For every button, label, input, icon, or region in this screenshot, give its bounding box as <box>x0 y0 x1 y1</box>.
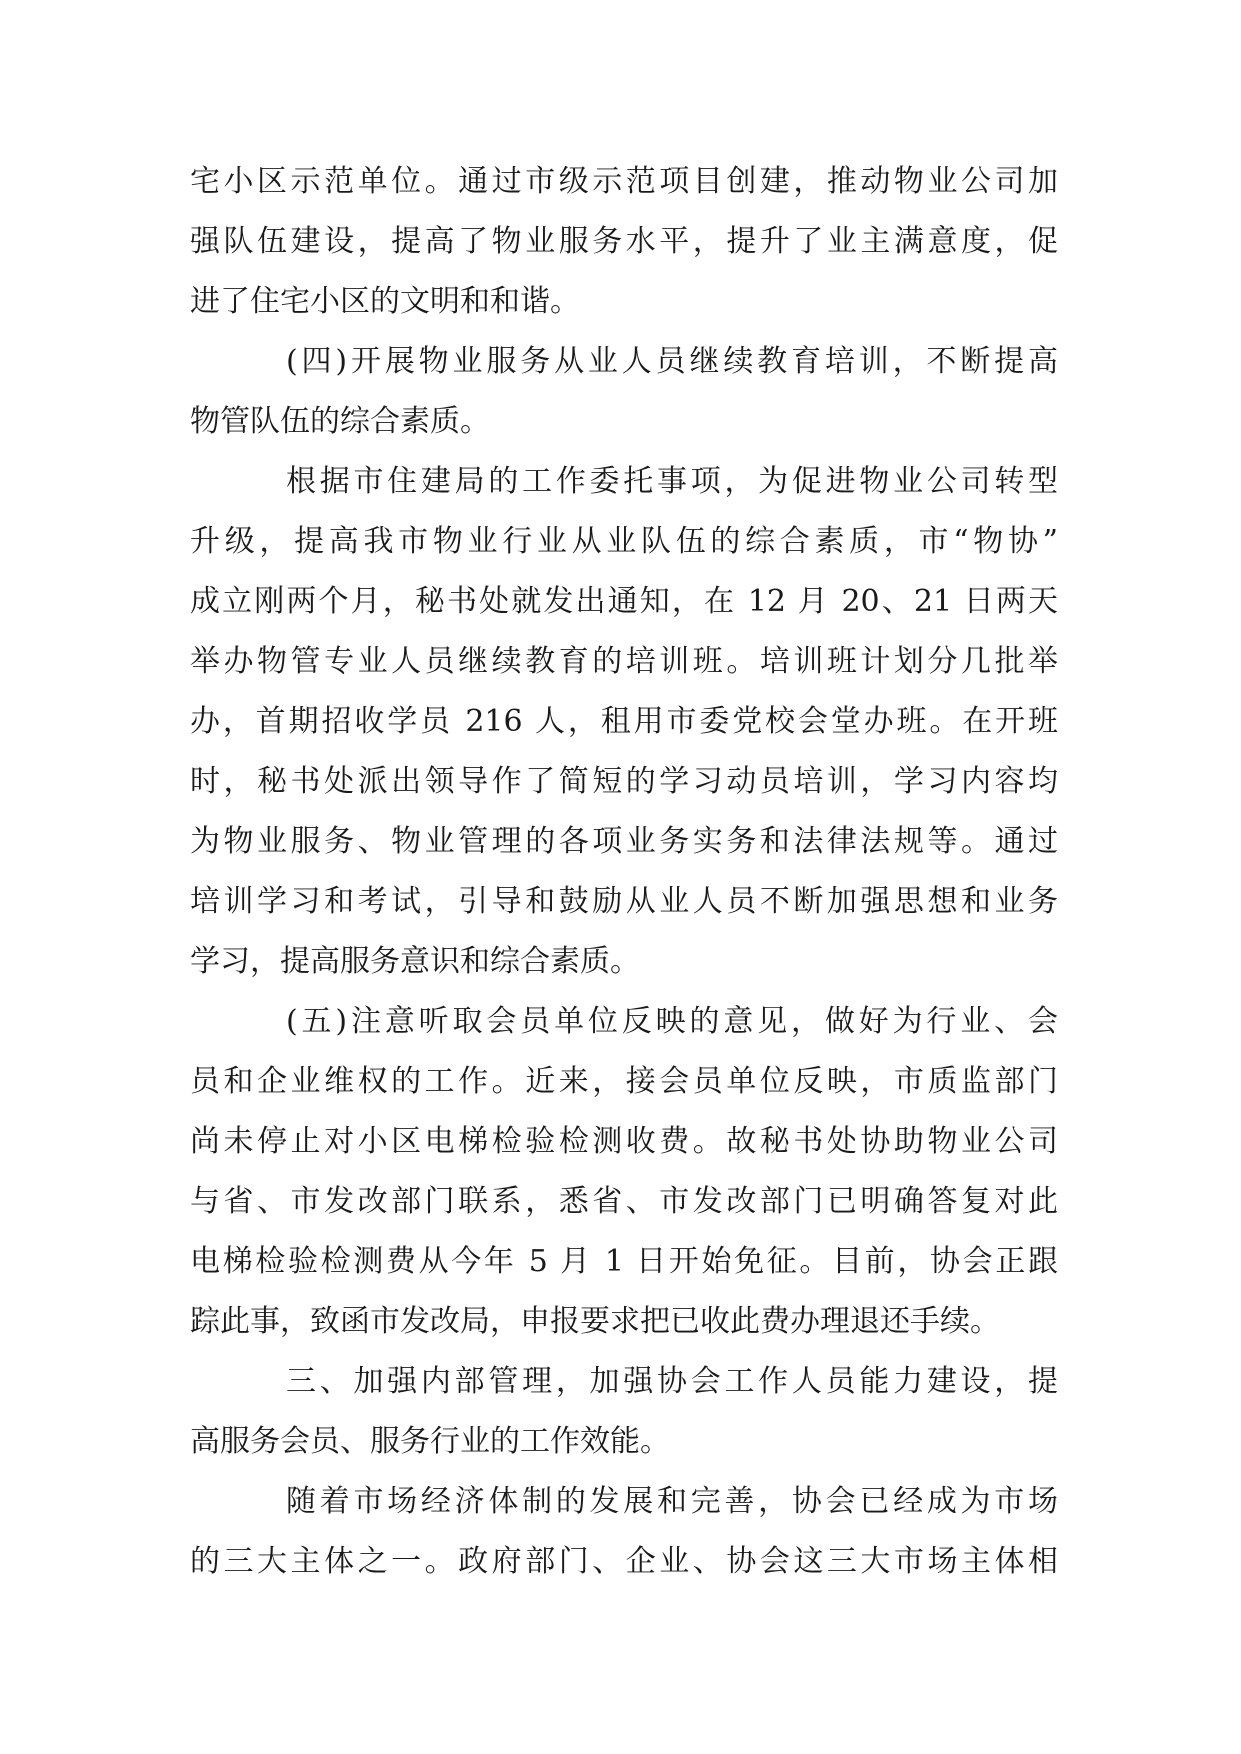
text-line: 时，秘书处派出领导作了简短的学习动员培训，学习内容均 <box>190 764 1058 799</box>
document-body <box>190 152 1058 1592</box>
text-line: 成立刚两个月，秘书处就发出通知，在 12 月 20、21 日两天 <box>190 584 1058 619</box>
text-line: 员和企业维权的工作。近来，接会员单位反映，市质监部门 <box>190 1064 1058 1099</box>
text-line: 与省、市发改部门联系，悉省、市发改部门已明确答复对此 <box>190 1184 1058 1219</box>
text-line: 尚未停止对小区电梯检验检测收费。故秘书处协助物业公司 <box>190 1124 1058 1159</box>
text-line: 随着市场经济体制的发展和完善，协会已经成为市场 <box>286 1484 1058 1519</box>
text-line: (五)注意听取会员单位反映的意见，做好为行业、会 <box>286 1004 1058 1039</box>
text-line: 进了住宅小区的文明和和谐。 <box>190 284 580 319</box>
text-line: (四)开展物业服务从业人员继续教育培训，不断提高 <box>286 344 1058 379</box>
text-line: 举办物管专业人员继续教育的培训班。培训班计划分几批举 <box>190 644 1058 679</box>
text-line: 办，首期招收学员 216 人，租用市委党校会堂办班。在开班 <box>190 704 1058 739</box>
text-line: 高服务会员、服务行业的工作效能。 <box>190 1424 670 1459</box>
text-line: 培训学习和考试，引导和鼓励从业人员不断加强思想和业务 <box>190 884 1058 919</box>
text-line: 为物业服务、物业管理的各项业务实务和法律法规等。通过 <box>190 824 1058 859</box>
text-line: 三、加强内部管理，加强协会工作人员能力建设，提 <box>286 1364 1058 1399</box>
text-line: 根据市住建局的工作委托事项，为促进物业公司转型 <box>286 464 1058 499</box>
text-line: 电梯检验检测费从今年 5 月 1 日开始免征。目前，协会正跟 <box>190 1244 1058 1279</box>
text-line: 踪此事，致函市发改局，申报要求把已收此费办理退还手续。 <box>190 1304 1000 1339</box>
text-line: 强队伍建设，提高了物业服务水平，提升了业主满意度，促 <box>190 224 1058 259</box>
text-line: 的三大主体之一。政府部门、企业、协会这三大市场主体相 <box>190 1544 1058 1579</box>
text-line: 升级，提高我市物业行业从业队伍的综合素质，市“物协” <box>190 524 1058 559</box>
text-line: 物管队伍的综合素质。 <box>190 404 490 439</box>
text-line: 宅小区示范单位。通过市级示范项目创建，推动物业公司加 <box>190 164 1058 199</box>
text-line: 学习，提高服务意识和综合素质。 <box>190 944 640 979</box>
